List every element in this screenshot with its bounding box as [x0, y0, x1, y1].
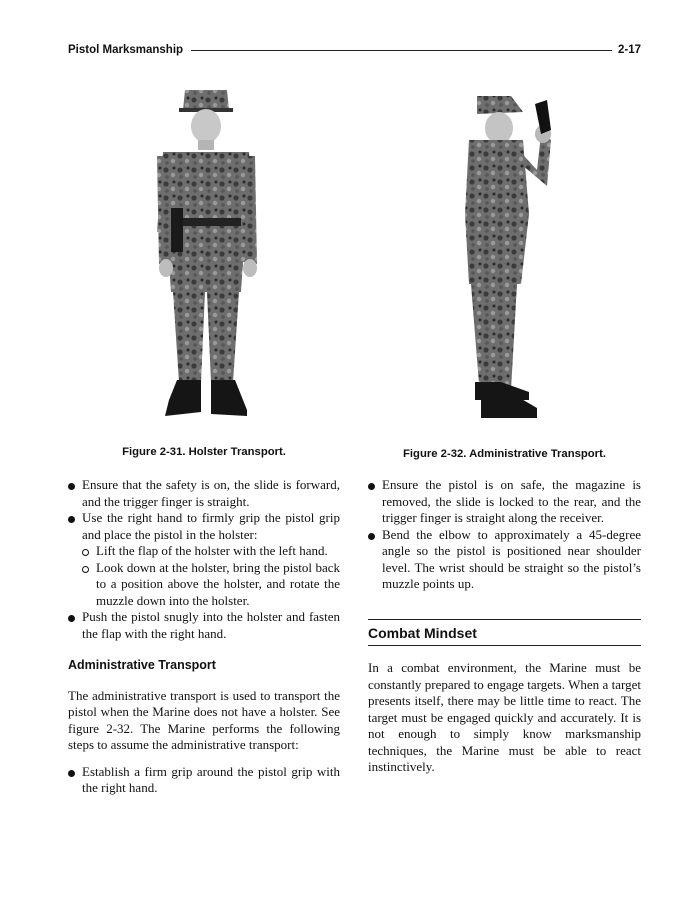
sub-list-item: Lift the flap of the holster with the left hand. — [68, 543, 340, 560]
figure-caption-2-31: Figure 2-31. Holster Transport. — [122, 446, 286, 458]
holster — [171, 208, 183, 252]
hollow-bullet-icon — [82, 566, 89, 573]
right-column-lower — [368, 660, 641, 776]
cap — [183, 90, 229, 110]
right-leg — [207, 292, 239, 382]
running-header — [68, 42, 641, 58]
list-item: Push the pistol snugly into the holster and fasten the flap with the right hand. — [68, 609, 340, 642]
header-rule — [191, 50, 612, 51]
cap — [477, 96, 523, 114]
subheading-administrative-transport: Administrative Transport — [68, 658, 216, 672]
front-leg — [489, 284, 517, 390]
header-title: Pistol Marksmanship — [68, 44, 184, 56]
bullet-icon — [68, 615, 75, 622]
list-item: Establish a firm grip around the pistol grip with the right hand. — [68, 764, 340, 797]
face — [191, 109, 221, 143]
left-arm — [157, 156, 173, 264]
page-number: 2-17 — [617, 44, 641, 56]
bullet-icon — [368, 533, 375, 540]
list-item: Use the right hand to firmly grip the pistol grip and place the pistol in the holster: — [68, 510, 340, 543]
figure-caption-2-32: Figure 2-32. Administrative Transport. — [403, 448, 606, 460]
list-item: Ensure that the safety is on, the slide is forward, and the trigger finger is straight. — [68, 477, 340, 510]
figure-holster-transport-photo — [135, 82, 280, 427]
left-column — [68, 477, 340, 797]
face — [485, 112, 513, 144]
body-paragraph: In a combat environment, the Marine must be constantly prepared to engage targets. When a target presents itself, there may be little time to react. The target must be engaged quickly and accurately. It is not enough to simply know marksmanship techniques, the Marine must be able to react instinctively. — [368, 660, 641, 774]
bullet-icon — [368, 483, 375, 490]
list-item: Bend the elbow to approximately a 45-degree angle so the pistol is positioned near shoulder level. The wrist should be straight so the pistol’s muzzle points up. — [368, 527, 641, 593]
bullet-icon — [68, 483, 75, 490]
body-paragraph: The administrative transport is used to transport the pistol when the Marine does not have a holster. See figure 2-32. The Marine performs the following steps to assume the administrative transport: — [68, 687, 340, 752]
list-item: Ensure the pistol is on safe, the magazine is removed, the slide is locked to the rear, and the trigger finger is straight along the receiver. — [368, 477, 641, 527]
right-arm — [241, 156, 257, 264]
bullet-icon — [68, 770, 75, 777]
left-boot — [165, 380, 201, 416]
bullet-icon — [68, 516, 75, 523]
hollow-bullet-icon — [82, 549, 89, 556]
right-boot — [211, 380, 247, 416]
left-leg — [173, 292, 205, 382]
sub-list-item: Look down at the holster, bring the pistol back to a position above the holster, and rotate the muzzle down into the holster. — [68, 560, 340, 610]
section-title-combat-mindset: Combat Mindset — [368, 619, 641, 646]
right-column — [368, 477, 641, 593]
figure-administrative-transport-photo — [455, 94, 565, 424]
